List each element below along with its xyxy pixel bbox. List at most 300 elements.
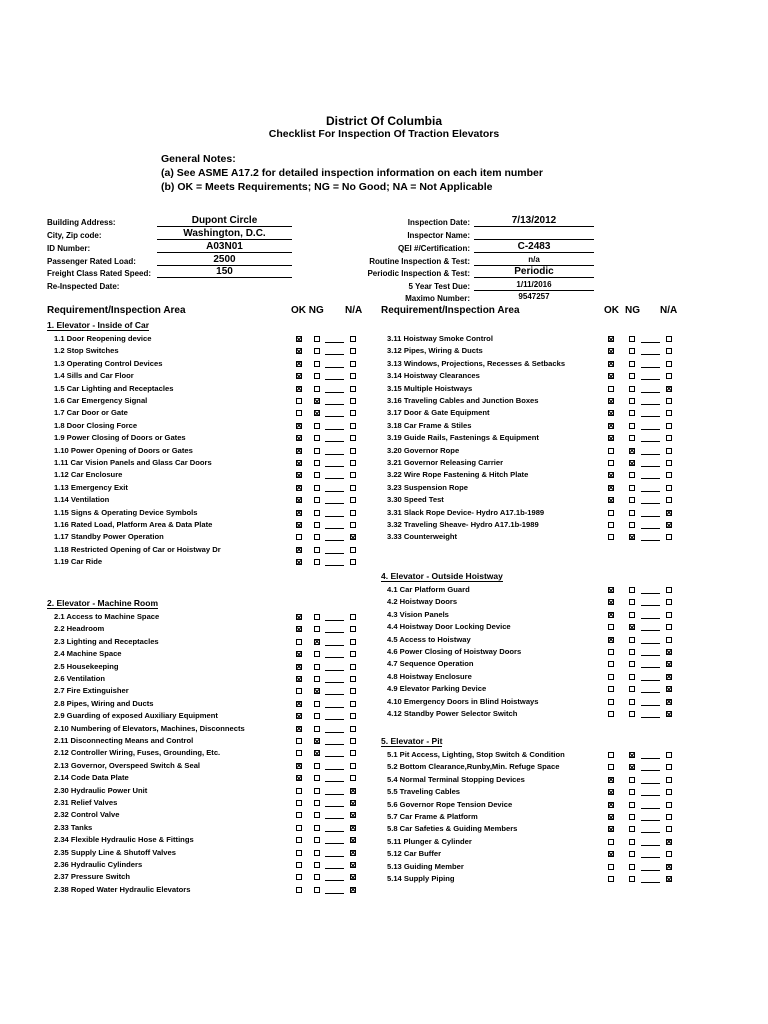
checkbox-ok[interactable]: [608, 361, 614, 367]
checkbox-ng[interactable]: [314, 472, 320, 478]
checkbox-na[interactable]: [666, 448, 672, 454]
checkbox-ok[interactable]: [608, 410, 614, 416]
checkbox-na[interactable]: [666, 522, 672, 528]
checkbox-na[interactable]: [350, 862, 356, 868]
checkbox-na[interactable]: [350, 788, 356, 794]
checkbox-ng[interactable]: [629, 373, 635, 379]
checkbox-na[interactable]: [666, 649, 672, 655]
checkbox-ng[interactable]: [629, 649, 635, 655]
checkbox-ng[interactable]: [629, 864, 635, 870]
checkbox-na[interactable]: [350, 850, 356, 856]
checkbox-ok[interactable]: [296, 410, 302, 416]
checkbox-na[interactable]: [666, 839, 672, 845]
checkbox-ok[interactable]: [608, 699, 614, 705]
checkbox-ng[interactable]: [314, 510, 320, 516]
checkbox-ok[interactable]: [608, 686, 614, 692]
checkbox-na[interactable]: [350, 750, 356, 756]
checkbox-ok[interactable]: [296, 664, 302, 670]
checkbox-ok[interactable]: [608, 649, 614, 655]
checkbox-ok[interactable]: [608, 398, 614, 404]
checkbox-ng[interactable]: [314, 763, 320, 769]
checkbox-ng[interactable]: [629, 637, 635, 643]
checkbox-ng[interactable]: [629, 472, 635, 478]
notes-heading: General Notes:: [161, 153, 236, 165]
checkbox-ok[interactable]: [608, 423, 614, 429]
checkbox-ng[interactable]: [314, 398, 320, 404]
checkbox-na[interactable]: [666, 386, 672, 392]
checkbox-ok[interactable]: [296, 651, 302, 657]
checkbox-ok[interactable]: [296, 448, 302, 454]
checkbox-na[interactable]: [350, 874, 356, 880]
checkbox-ng[interactable]: [314, 639, 320, 645]
qei-certification-label: QEI #/Certification:: [397, 244, 470, 253]
checkbox-na[interactable]: [666, 348, 672, 354]
checkbox-na[interactable]: [666, 851, 672, 857]
checkbox-ng[interactable]: [314, 348, 320, 354]
checkbox-na[interactable]: [350, 448, 356, 454]
checkbox-ng[interactable]: [314, 410, 320, 416]
checkbox-ok[interactable]: [608, 624, 614, 630]
checklist-item-label: 3.32 Traveling Sheave- Hydro A17.1b-1989: [387, 520, 539, 529]
checklist-item-label: 3.31 Slack Rope Device- Hydro A17.1b-1989: [387, 507, 545, 517]
checkbox-na[interactable]: [350, 472, 356, 478]
checkbox-ng[interactable]: [314, 534, 320, 540]
checkbox-na[interactable]: [350, 510, 356, 516]
checkbox-ok[interactable]: [296, 559, 302, 565]
checkbox-na[interactable]: [666, 485, 672, 491]
checklist-item-label: 2.8 Pipes, Wiring and Ducts: [54, 698, 154, 708]
comment-underline: [641, 441, 660, 442]
periodic-inspection-label: Periodic Inspection & Test:: [367, 269, 470, 278]
checkbox-ok[interactable]: [608, 497, 614, 503]
checkbox-ng[interactable]: [629, 448, 635, 454]
checkbox-ok[interactable]: [608, 386, 614, 392]
checkbox-ng[interactable]: [629, 789, 635, 795]
checkbox-na[interactable]: [666, 435, 672, 441]
checkbox-ok[interactable]: [608, 587, 614, 593]
checkbox-ok[interactable]: [296, 472, 302, 478]
checkbox-ok[interactable]: [608, 460, 614, 466]
comment-underline: [325, 806, 344, 807]
checkbox-na[interactable]: [666, 752, 672, 758]
checkbox-ok[interactable]: [296, 788, 302, 794]
checkbox-ng[interactable]: [629, 497, 635, 503]
checkbox-ng[interactable]: [314, 547, 320, 553]
checklist-item-label: 3.33 Counterweight: [387, 532, 458, 542]
id-number-field: A03N01: [157, 241, 292, 253]
checkbox-ng[interactable]: [629, 711, 635, 717]
checklist-item-label: 3.21 Governor Releasing Carrier: [387, 458, 504, 467]
checkbox-ok[interactable]: [608, 851, 614, 857]
checkbox-ok[interactable]: [296, 800, 302, 806]
checkbox-ok[interactable]: [296, 460, 302, 466]
checkbox-ok[interactable]: [608, 864, 614, 870]
checkbox-na[interactable]: [350, 348, 356, 354]
checkbox-na[interactable]: [350, 522, 356, 528]
checkbox-ok[interactable]: [608, 510, 614, 516]
checkbox-ng[interactable]: [314, 837, 320, 843]
checkbox-ng[interactable]: [314, 676, 320, 682]
checklist-item-label: 2.35 Supply Line & Shutoff Valves: [54, 847, 176, 857]
checkbox-ng[interactable]: [629, 752, 635, 758]
checkbox-ng[interactable]: [629, 386, 635, 392]
checkbox-ng[interactable]: [629, 851, 635, 857]
checkbox-na[interactable]: [666, 612, 672, 618]
checkbox-na[interactable]: [350, 639, 356, 645]
checkbox-ok[interactable]: [296, 534, 302, 540]
checklist-item-label: 1.13 Emergency Exit: [54, 482, 128, 492]
checkbox-na[interactable]: [350, 534, 356, 540]
checkbox-ng[interactable]: [629, 599, 635, 605]
checkbox-ng[interactable]: [314, 651, 320, 657]
checkbox-na[interactable]: [350, 460, 356, 466]
checkbox-ok[interactable]: [296, 614, 302, 620]
checkbox-na[interactable]: [666, 789, 672, 795]
checkbox-ng[interactable]: [629, 435, 635, 441]
checkbox-ok[interactable]: [296, 688, 302, 694]
checkbox-ok[interactable]: [296, 713, 302, 719]
checkbox-na[interactable]: [666, 336, 672, 342]
checkbox-ng[interactable]: [629, 510, 635, 516]
checkbox-ng[interactable]: [314, 435, 320, 441]
checkbox-ok[interactable]: [296, 626, 302, 632]
building-address-label: Building Address:: [47, 218, 116, 227]
checkbox-na[interactable]: [350, 435, 356, 441]
checkbox-na[interactable]: [350, 825, 356, 831]
checkbox-na[interactable]: [350, 626, 356, 632]
checklist-item-label: 1.4 Sills and Car Floor: [54, 371, 134, 381]
checklist-item-label: 3.20 Governor Rope: [387, 445, 460, 455]
comment-underline: [325, 553, 344, 554]
checkbox-na[interactable]: [350, 676, 356, 682]
checklist-item-label: 2.34 Flexible Hydraulic Hose & Fittings: [54, 835, 194, 845]
checkbox-ng[interactable]: [629, 460, 635, 466]
checkbox-ok[interactable]: [296, 423, 302, 429]
checkbox-ng[interactable]: [314, 850, 320, 856]
checkbox-ok[interactable]: [296, 726, 302, 732]
checkbox-na[interactable]: [666, 764, 672, 770]
checkbox-ok[interactable]: [296, 887, 302, 893]
routine-inspection-field: n/a: [474, 254, 594, 266]
checklist-item-label: 4.4 Hoistway Door Locking Device: [387, 622, 511, 632]
checkbox-ok[interactable]: [296, 837, 302, 843]
checkbox-ok[interactable]: [608, 336, 614, 342]
checkbox-na[interactable]: [666, 711, 672, 717]
checkbox-ng[interactable]: [314, 862, 320, 868]
checkbox-na[interactable]: [350, 713, 356, 719]
comment-underline: [641, 618, 660, 619]
checkbox-ng[interactable]: [314, 887, 320, 893]
checkbox-na[interactable]: [666, 460, 672, 466]
checkbox-ng[interactable]: [314, 626, 320, 632]
comment-underline: [641, 367, 660, 368]
checkbox-na[interactable]: [666, 826, 672, 832]
checkbox-ok[interactable]: [608, 876, 614, 882]
checkbox-ng[interactable]: [314, 497, 320, 503]
checkbox-ng[interactable]: [629, 587, 635, 593]
checkbox-na[interactable]: [350, 738, 356, 744]
checklist-item-label: 4.12 Standby Power Selector Switch: [387, 709, 518, 718]
checkbox-ok[interactable]: [608, 789, 614, 795]
checkbox-ng[interactable]: [629, 612, 635, 618]
checkbox-ng[interactable]: [314, 775, 320, 781]
checkbox-ok[interactable]: [296, 676, 302, 682]
checkbox-na[interactable]: [350, 361, 356, 367]
checkbox-ng[interactable]: [629, 348, 635, 354]
checkbox-ok[interactable]: [296, 435, 302, 441]
checkbox-ng[interactable]: [629, 522, 635, 528]
checkbox-na[interactable]: [666, 398, 672, 404]
checklist-item-label: 5.12 Car Buffer: [387, 849, 442, 859]
checklist-item-label: 2.9 Guarding of exposed Auxiliary Equipment: [54, 711, 218, 721]
checkbox-na[interactable]: [350, 386, 356, 392]
checklist-item-label: 2.14 Code Data Plate: [54, 773, 129, 783]
checkbox-na[interactable]: [666, 674, 672, 680]
checkbox-ok[interactable]: [608, 814, 614, 820]
checkbox-ng[interactable]: [314, 800, 320, 806]
checkbox-ng[interactable]: [629, 485, 635, 491]
checkbox-ok[interactable]: [296, 348, 302, 354]
checkbox-ng[interactable]: [314, 788, 320, 794]
checkbox-ok[interactable]: [296, 850, 302, 856]
checkbox-ok[interactable]: [608, 373, 614, 379]
checkbox-na[interactable]: [666, 637, 672, 643]
checkbox-ok[interactable]: [608, 522, 614, 528]
checkbox-ng[interactable]: [629, 699, 635, 705]
checkbox-ok[interactable]: [296, 738, 302, 744]
checkbox-ng[interactable]: [314, 559, 320, 565]
checklist-item-label: 5.7 Car Frame & Platform: [387, 812, 478, 821]
checkbox-ng[interactable]: [629, 423, 635, 429]
checkbox-ng[interactable]: [629, 624, 635, 630]
checkbox-na[interactable]: [666, 410, 672, 416]
checkbox-ok[interactable]: [608, 777, 614, 783]
checkbox-ng[interactable]: [629, 674, 635, 680]
checkbox-ok[interactable]: [608, 534, 614, 540]
checkbox-na[interactable]: [666, 864, 672, 870]
checklist-item-label: 5.6 Governor Rope Tension Device: [387, 799, 513, 809]
checkbox-na[interactable]: [350, 373, 356, 379]
checkbox-ng[interactable]: [629, 764, 635, 770]
checkbox-ng[interactable]: [314, 688, 320, 694]
general-notes: [161, 152, 543, 194]
checklist-item-label: 3.18 Car Frame & Stiles: [387, 420, 472, 430]
checkbox-ng[interactable]: [314, 726, 320, 732]
checkbox-ok[interactable]: [296, 497, 302, 503]
checkbox-ok[interactable]: [296, 639, 302, 645]
checkbox-ng[interactable]: [314, 386, 320, 392]
checklist-item-label: 3.11 Hoistway Smoke Control: [387, 334, 493, 343]
checkbox-na[interactable]: [666, 373, 672, 379]
checkbox-ng[interactable]: [629, 361, 635, 367]
comment-underline: [325, 367, 344, 368]
checkbox-ok[interactable]: [608, 764, 614, 770]
checkbox-na[interactable]: [350, 726, 356, 732]
checkbox-ok[interactable]: [296, 547, 302, 553]
checkbox-ok[interactable]: [296, 701, 302, 707]
checkbox-ng[interactable]: [314, 448, 320, 454]
checkbox-ok[interactable]: [296, 750, 302, 756]
checkbox-ng[interactable]: [629, 686, 635, 692]
checklist-item-label: 2.6 Ventilation: [54, 674, 106, 683]
checkbox-ok[interactable]: [608, 448, 614, 454]
checkbox-ng[interactable]: [314, 336, 320, 342]
checkbox-na[interactable]: [666, 876, 672, 882]
checkbox-ok[interactable]: [296, 522, 302, 528]
checkbox-ok[interactable]: [296, 862, 302, 868]
checkbox-ok[interactable]: [608, 485, 614, 491]
checkbox-ok[interactable]: [296, 373, 302, 379]
checkbox-na[interactable]: [666, 423, 672, 429]
checkbox-ng[interactable]: [314, 361, 320, 367]
checkbox-ok[interactable]: [608, 472, 614, 478]
checkbox-na[interactable]: [666, 814, 672, 820]
checklist-item-label: 1.19 Car Ride: [54, 557, 103, 567]
comment-underline: [325, 831, 344, 832]
passenger-load-label: Passenger Rated Load:: [47, 257, 136, 266]
checkbox-ok[interactable]: [296, 336, 302, 342]
checkbox-ng[interactable]: [629, 336, 635, 342]
checkbox-ok[interactable]: [608, 661, 614, 667]
checkbox-na[interactable]: [350, 423, 356, 429]
checkbox-ng[interactable]: [629, 802, 635, 808]
checkbox-ok[interactable]: [608, 839, 614, 845]
page-subtitle: Checklist For Inspection Of Traction Elevators: [268, 128, 500, 140]
checkbox-na[interactable]: [666, 802, 672, 808]
checkbox-na[interactable]: [350, 812, 356, 818]
checkbox-ok[interactable]: [296, 825, 302, 831]
checkbox-na[interactable]: [350, 547, 356, 553]
checkbox-ok[interactable]: [608, 435, 614, 441]
checkbox-ok[interactable]: [608, 826, 614, 832]
checkbox-na[interactable]: [666, 686, 672, 692]
checkbox-ng[interactable]: [629, 814, 635, 820]
checkbox-na[interactable]: [666, 599, 672, 605]
checkbox-ok[interactable]: [608, 711, 614, 717]
comment-underline: [325, 769, 344, 770]
checkbox-ng[interactable]: [314, 485, 320, 491]
checkbox-na[interactable]: [350, 664, 356, 670]
checkbox-na[interactable]: [350, 701, 356, 707]
checkbox-ok[interactable]: [608, 612, 614, 618]
checkbox-ok[interactable]: [296, 386, 302, 392]
checkbox-na[interactable]: [350, 614, 356, 620]
checkbox-na[interactable]: [666, 661, 672, 667]
checkbox-ng[interactable]: [629, 876, 635, 882]
checkbox-ok[interactable]: [296, 874, 302, 880]
checkbox-na[interactable]: [350, 485, 356, 491]
checkbox-ok[interactable]: [608, 802, 614, 808]
comment-underline: [325, 503, 344, 504]
comment-underline: [325, 868, 344, 869]
checklist-item-label: 2.32 Control Valve: [54, 810, 120, 820]
checkbox-ng[interactable]: [314, 874, 320, 880]
checkbox-ok[interactable]: [296, 775, 302, 781]
checkbox-na[interactable]: [350, 559, 356, 565]
checkbox-na[interactable]: [350, 398, 356, 404]
comment-underline: [325, 416, 344, 417]
checkbox-ng[interactable]: [314, 373, 320, 379]
checkbox-na[interactable]: [666, 777, 672, 783]
checkbox-na[interactable]: [350, 651, 356, 657]
checkbox-na[interactable]: [666, 497, 672, 503]
section-title: 4. Elevator - Outside Hoistway: [381, 571, 503, 581]
comment-underline: [641, 354, 660, 355]
checkbox-ok[interactable]: [296, 812, 302, 818]
checkbox-na[interactable]: [350, 837, 356, 843]
checkbox-ok[interactable]: [296, 485, 302, 491]
checkbox-ng[interactable]: [629, 410, 635, 416]
checkbox-ng[interactable]: [314, 423, 320, 429]
comment-underline: [325, 516, 344, 517]
checkbox-ng[interactable]: [629, 777, 635, 783]
checkbox-ok[interactable]: [296, 361, 302, 367]
checkbox-ng[interactable]: [629, 534, 635, 540]
checkbox-ng[interactable]: [629, 398, 635, 404]
checkbox-ng[interactable]: [629, 661, 635, 667]
checkbox-ng[interactable]: [314, 738, 320, 744]
checkbox-na[interactable]: [350, 887, 356, 893]
checkbox-ok[interactable]: [608, 637, 614, 643]
checkbox-ok[interactable]: [296, 510, 302, 516]
checkbox-ok[interactable]: [608, 599, 614, 605]
checkbox-ng[interactable]: [314, 812, 320, 818]
checkbox-na[interactable]: [350, 336, 356, 342]
checkbox-ng[interactable]: [314, 825, 320, 831]
checkbox-ok[interactable]: [608, 348, 614, 354]
checkbox-ok[interactable]: [296, 763, 302, 769]
city-zip-field: Washington, D.C.: [157, 228, 292, 240]
checkbox-ng[interactable]: [314, 701, 320, 707]
checkbox-ng[interactable]: [314, 664, 320, 670]
checkbox-na[interactable]: [666, 534, 672, 540]
five-year-test-field: 1/11/2016: [474, 279, 594, 291]
checklist-item-label: 1.14 Ventilation: [54, 495, 110, 505]
comment-underline: [641, 808, 660, 809]
checklist-item-label: 1.18 Restricted Opening of Car or Hoistway Dr: [54, 544, 221, 554]
checkbox-na[interactable]: [666, 510, 672, 516]
checkbox-ng[interactable]: [629, 839, 635, 845]
comment-underline: [641, 643, 660, 644]
checkbox-na[interactable]: [350, 763, 356, 769]
checkbox-ng[interactable]: [629, 826, 635, 832]
checkbox-na[interactable]: [666, 699, 672, 705]
checkbox-ok[interactable]: [296, 398, 302, 404]
checkbox-ok[interactable]: [608, 752, 614, 758]
checkbox-ok[interactable]: [608, 674, 614, 680]
checkbox-na[interactable]: [350, 775, 356, 781]
comment-underline: [641, 342, 660, 343]
checkbox-na[interactable]: [350, 688, 356, 694]
comment-underline: [641, 870, 660, 871]
checkbox-ng[interactable]: [314, 750, 320, 756]
checkbox-na[interactable]: [350, 410, 356, 416]
comment-underline: [641, 667, 660, 668]
checkbox-na[interactable]: [350, 800, 356, 806]
checkbox-na[interactable]: [666, 624, 672, 630]
checkbox-ng[interactable]: [314, 614, 320, 620]
comment-underline: [325, 454, 344, 455]
checkbox-na[interactable]: [666, 472, 672, 478]
checkbox-ng[interactable]: [314, 460, 320, 466]
checkbox-na[interactable]: [666, 587, 672, 593]
checkbox-na[interactable]: [666, 361, 672, 367]
comment-underline: [325, 732, 344, 733]
checkbox-na[interactable]: [350, 497, 356, 503]
comment-underline: [325, 466, 344, 467]
checkbox-ng[interactable]: [314, 713, 320, 719]
checkbox-ng[interactable]: [314, 522, 320, 528]
